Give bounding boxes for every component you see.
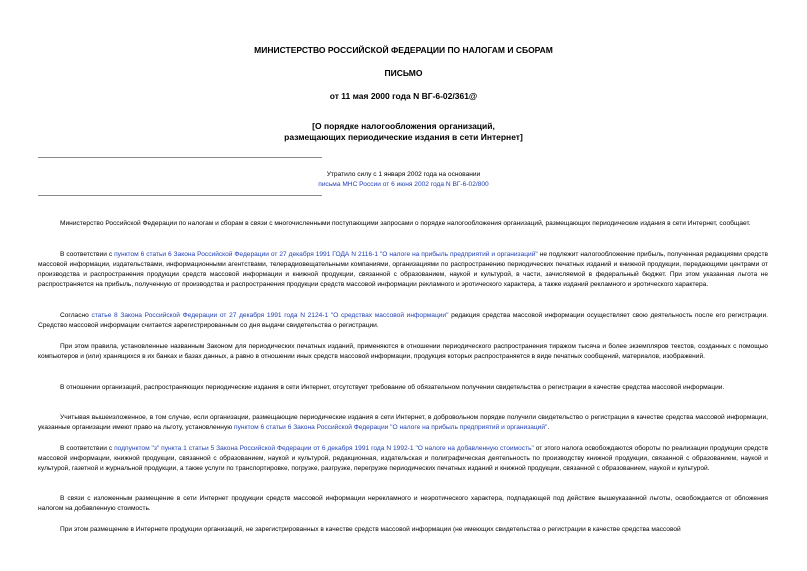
divider-bottom (38, 195, 322, 196)
ministry-heading: МИНИСТЕРСТВО РОССИЙСКОЙ ФЕДЕРАЦИИ ПО НАЛОГАМ И СБОРАМ (254, 45, 553, 55)
profit-tax-law-link[interactable]: пунктом 6 статьи 6 Закона Российской Федерации от 27 декабря 1991 ГОДА N 2116-1 "О налоге на прибыль предприятий и организаций" (114, 251, 538, 258)
paragraph-7 (38, 444, 768, 474)
paragraph-6 (38, 413, 768, 433)
paragraph-7-text-a: В соответствии с (60, 445, 115, 452)
paragraph-2 (38, 250, 768, 290)
paragraph-6-text-b: . (547, 424, 550, 431)
paragraph-3 (38, 311, 768, 331)
status-note-text: Утратило силу с 1 января 2002 года на основании (326, 171, 481, 178)
paragraph-2-text-b: не подлежит налогообложение прибыль, полученная редакциями средств массовой информации, издательствами, информационными агентствами, телерадиовещательными компаниями, организациями по распространению периодических печатных изданий и книжной продукции, передающими центрами от производства и распространения продукции средств массовой информации и книжной продукции, связанной с образованием, наукой и культурой, в части, зачисляемой в федеральный бюджет. При этом указанная льгота не распространяется на прибыль, полученную от производства и распространения продукции средств массовой информации рекламного и эротического характера, а также изданий рекламного и эротического характера. (38, 251, 769, 288)
divider-top (38, 157, 322, 158)
vat-law-link[interactable]: подпунктом "з" пункта 1 статьи 5 Закона Российской Федерации от 6 декабря 1991 года N 1992-1 "О налоге на добавленную стоимость" (114, 445, 534, 452)
paragraph-7-text-b: от этого налога освобождаются обороты по реализации продукции средств массовой информации, книжной продукции, связанной с образованием, наукой и культурой, редакционная, издательская и полиграфическая деятельность по производству книжной продукции, связанной с образованием, наукой и культурой, газетной и журнальной продукции, а также услуги по транспортировке, погрузке, разгрузке, перегрузке периодических печатных изданий и книжной продукции, связанной с образованием, наукой и культурой. (38, 445, 768, 472)
profit-tax-benefit-link[interactable]: пунктом 6 статьи 6 Закона Российской Федерации "О налоге на прибыль предприятий и организаций" (234, 424, 548, 431)
paragraph-9: При этом размещение в Интернете продукции организаций, не зарегистрированных в качестве средств массовой информации (не имеющих свидетельства о регистрации в качестве средства массовой (60, 526, 681, 533)
document-title-line2: размещающих периодические издания в сети Интернет] (284, 132, 523, 142)
paragraph-3-text-b: редакция средства массовой информации осуществляет свою деятельность после его регистрации. Средство массовой информации считается зарегистрированным со дня выдачи свидетельства о регистрации. (38, 312, 768, 329)
document-date-number: от 11 мая 2000 года N ВГ-6-02/361@ (329, 91, 478, 101)
document-title-line1: [О порядке налогообложения организаций, (312, 121, 495, 131)
paragraph-4: При этом правила, установленные названным Законом для периодических печатных изданий, применяются в отношении периодического распространения тиражом тысяча и более экземпляров текстов, созданных с помощью компьютеров и (или) хранящихся в их банках и базах данных, а равно в отношении иных средств массовой информации, продукция которых распространяется в виде печатных сообщений, материалов, изображений. (38, 343, 768, 360)
document-type: ПИСЬМО (384, 68, 423, 78)
status-note-link-wrap (0, 180, 807, 190)
paragraph-1: Министерство Российской Федерации по налогам и сборам в связи с многочисленными поступающими запросами о порядке налогообложения организаций, размещающих периодические издания в сети Интернет, сообщает. (60, 220, 751, 227)
paragraph-5: В отношении организаций, распространяющих периодические издания в сети Интернет, отсутствует требование об обязательном получении свидетельства о регистрации в качестве средства массовой информации. (60, 384, 725, 391)
paragraph-2-text-a: В соответствии с (60, 251, 115, 258)
paragraph-3-text-a: Согласно (60, 312, 92, 319)
paragraph-6-text-a: Учитывая вышеизложенное, в том случае, если организации, размещающие периодические издания в сети Интернет, в добровольном порядке получили свидетельство о регистрации в качестве средства массовой информации, указанные организации имеют право на льготу, установленную (38, 414, 768, 431)
repeal-letter-link[interactable]: письма МНС России от 6 июня 2002 года N ВГ-6-02/800 (318, 181, 489, 188)
paragraph-8: В связи с изложенным размещение в сети Интернет продукции средств массовой информации нерекламного и неэротического характера, подпадающей под действие вышеуказанной льготы, освобождается от обложения налогом на добавленную стоимость. (38, 495, 768, 512)
mass-media-law-link[interactable]: статье 8 Закона Российской Федерации от 27 декабря 1991 года N 2124-1 "О средствах массовой информации" (91, 312, 449, 319)
